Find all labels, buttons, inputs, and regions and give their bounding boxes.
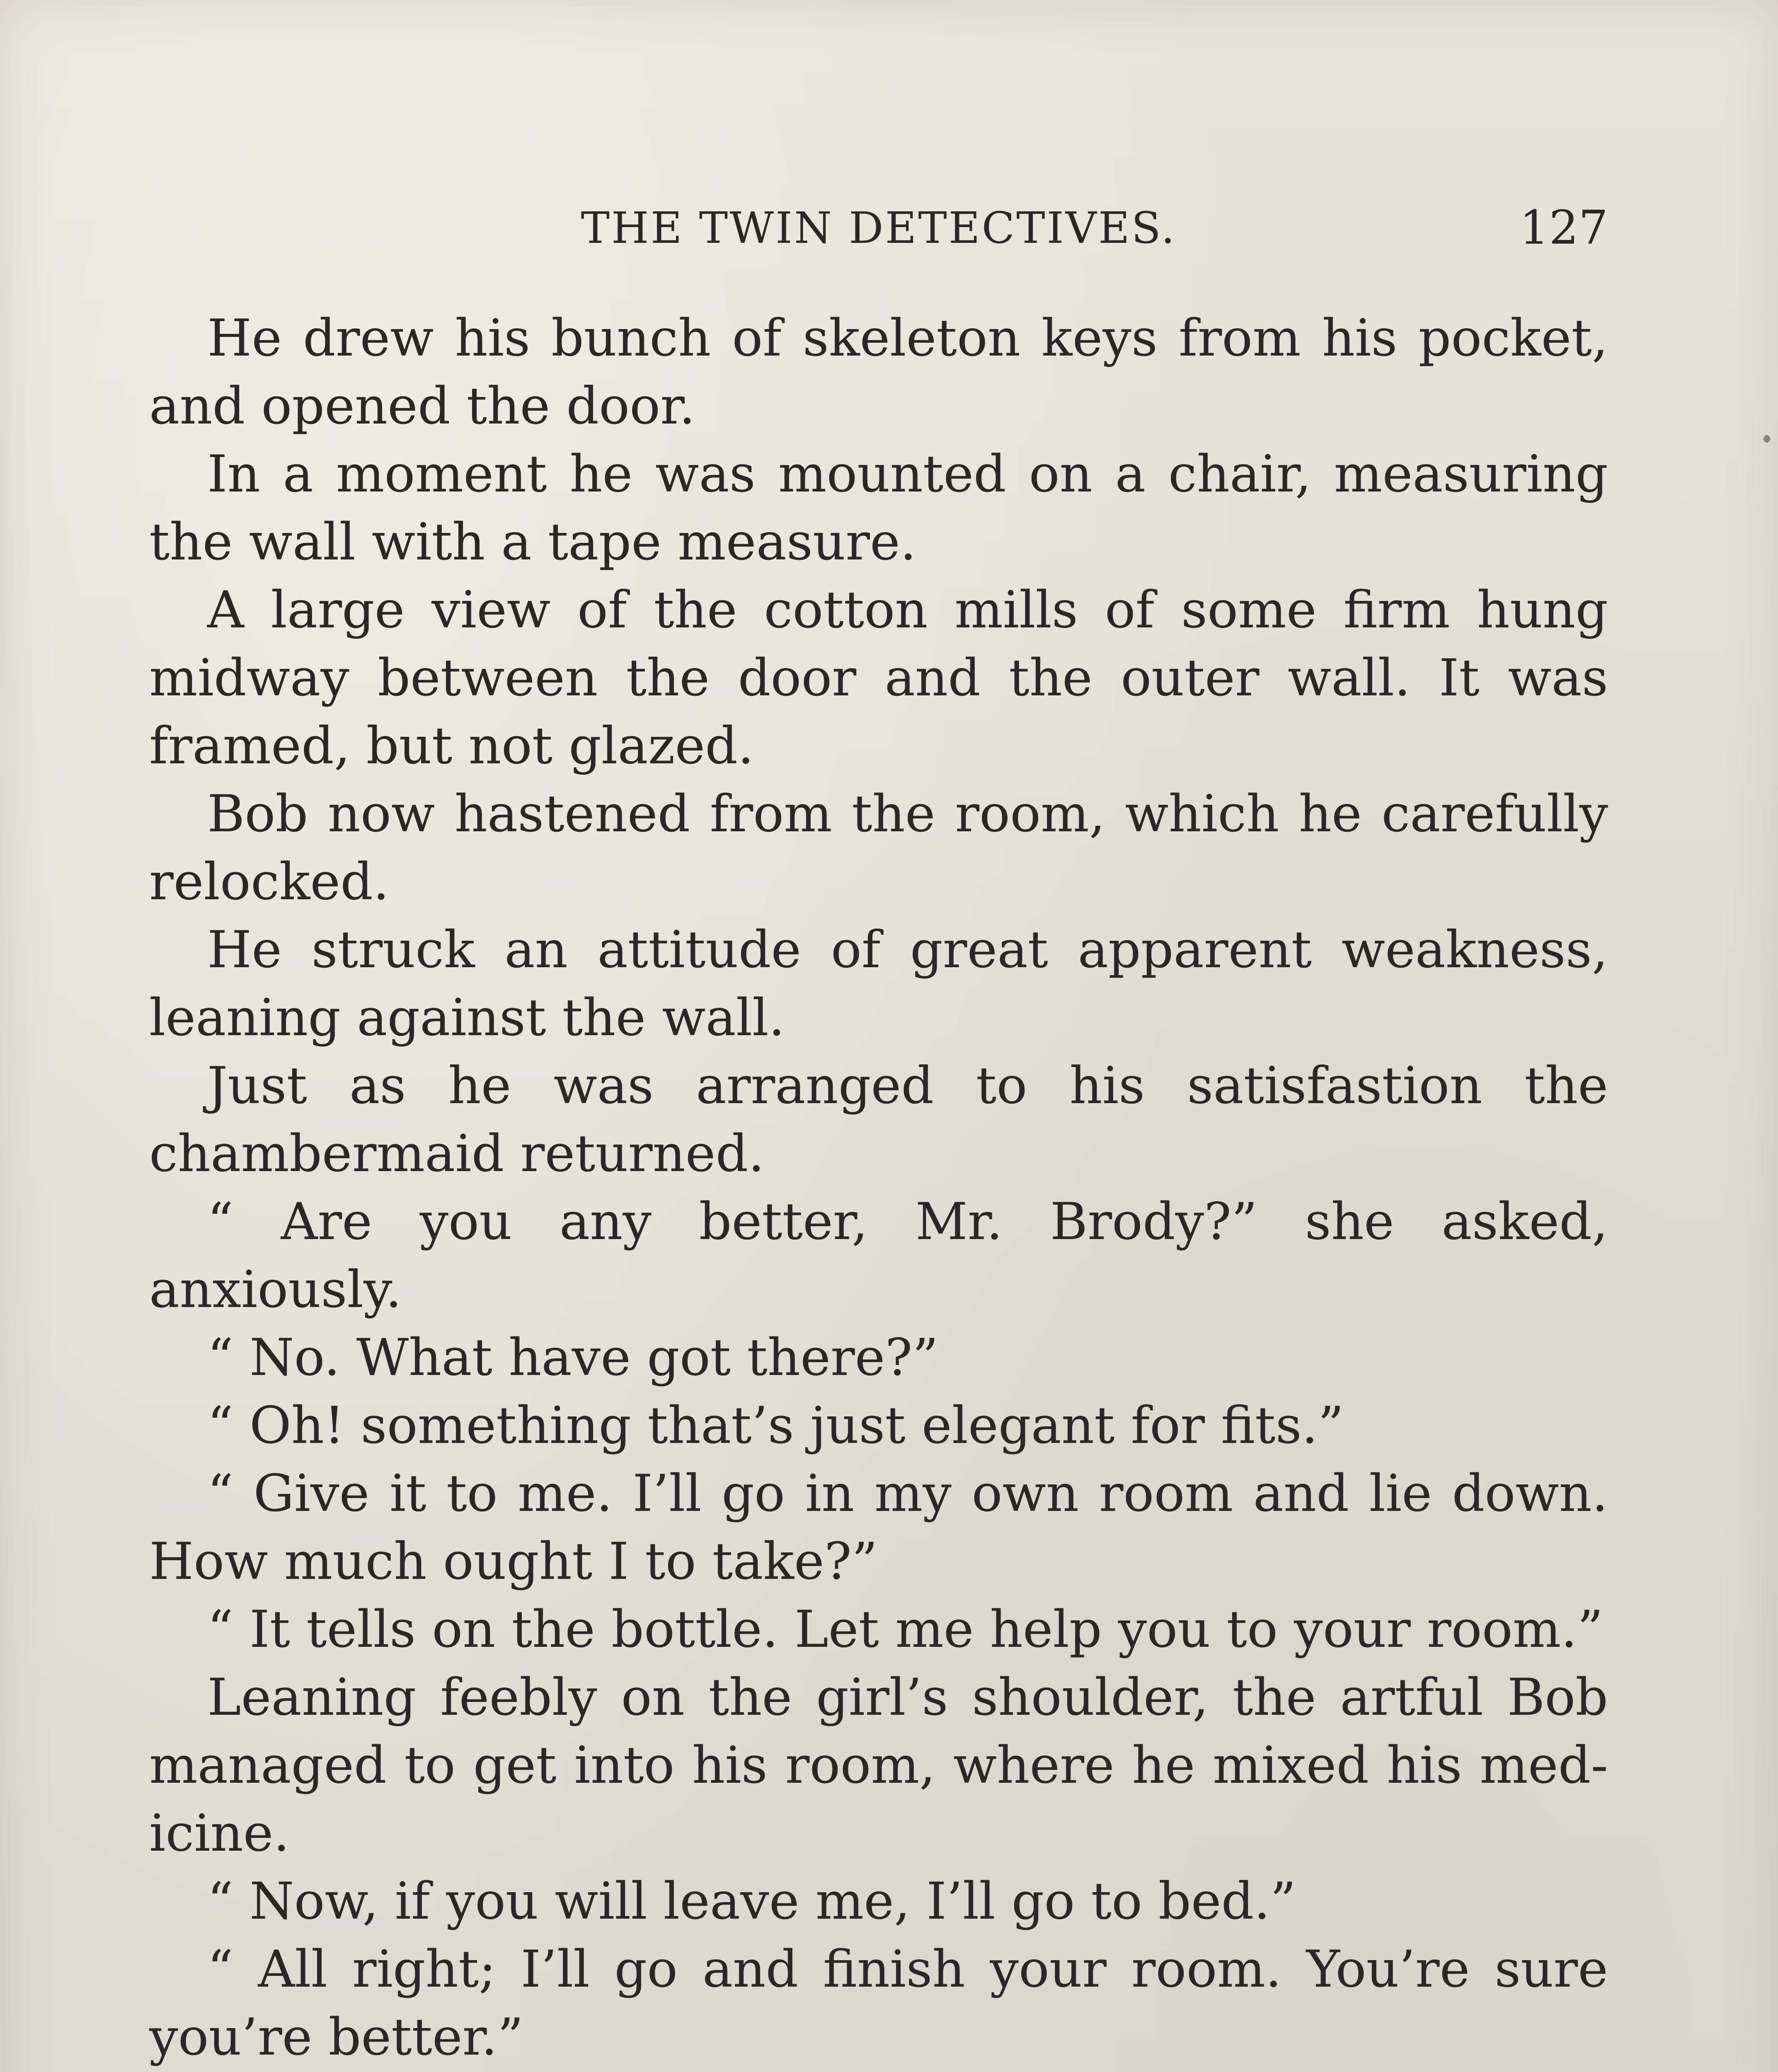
page-number: 127 — [1519, 201, 1608, 255]
dialogue-paragraph: “ It tells on the bottle. Let me help you to your room.” — [207, 1600, 1604, 1659]
dialogue-paragraph: “ Give it to me. I’ll go in my own room and lie down. How much ought I to take?” — [149, 1464, 1608, 1591]
dialogue-paragraph: “ No. What have got there?” — [207, 1328, 939, 1387]
dialogue-paragraph: “ Oh! something that’s just elegant for fits.” — [207, 1396, 1344, 1455]
dialogue-paragraph: “ All right; I’ll go and finish your room. You’re sure you’re better.” — [149, 1940, 1608, 2067]
paragraph: Bob now hastened from the room, which he carefully relocked. — [149, 784, 1608, 912]
paragraph: A large view of the cotton mills of some firm hung midway between the door and the outer wall. It was framed, but not glazed. — [149, 581, 1608, 776]
book-title-header: THE TWIN DETECTIVES. — [581, 203, 1177, 253]
paragraph: In a moment he was mounted on a chair, measuring the wall with a tape measure. — [149, 445, 1608, 572]
paper-speck — [1763, 435, 1770, 443]
running-head — [149, 195, 1608, 261]
paragraph: He struck an attitude of great apparent weakness, leaning against the wall. — [149, 920, 1608, 1048]
dialogue-paragraph: “ Are you any better, Mr. Brody?” she asked, anxiously. — [149, 1192, 1608, 1319]
dialogue-paragraph: “ Now, if you will leave me, I’ll go to bed.” — [207, 1872, 1296, 1931]
body-text — [149, 305, 1608, 2072]
paragraph: Leaning feebly on the girl’s shoulder, the artful Bob managed to get into his room, where he mixed his medicine. — [149, 1668, 1608, 1863]
paragraph: He drew his bunch of skeleton keys from his pocket, and opened the door. — [149, 309, 1608, 436]
paragraph: Just as he was arranged to his satisfastion the chambermaid returned. — [149, 1056, 1608, 1184]
